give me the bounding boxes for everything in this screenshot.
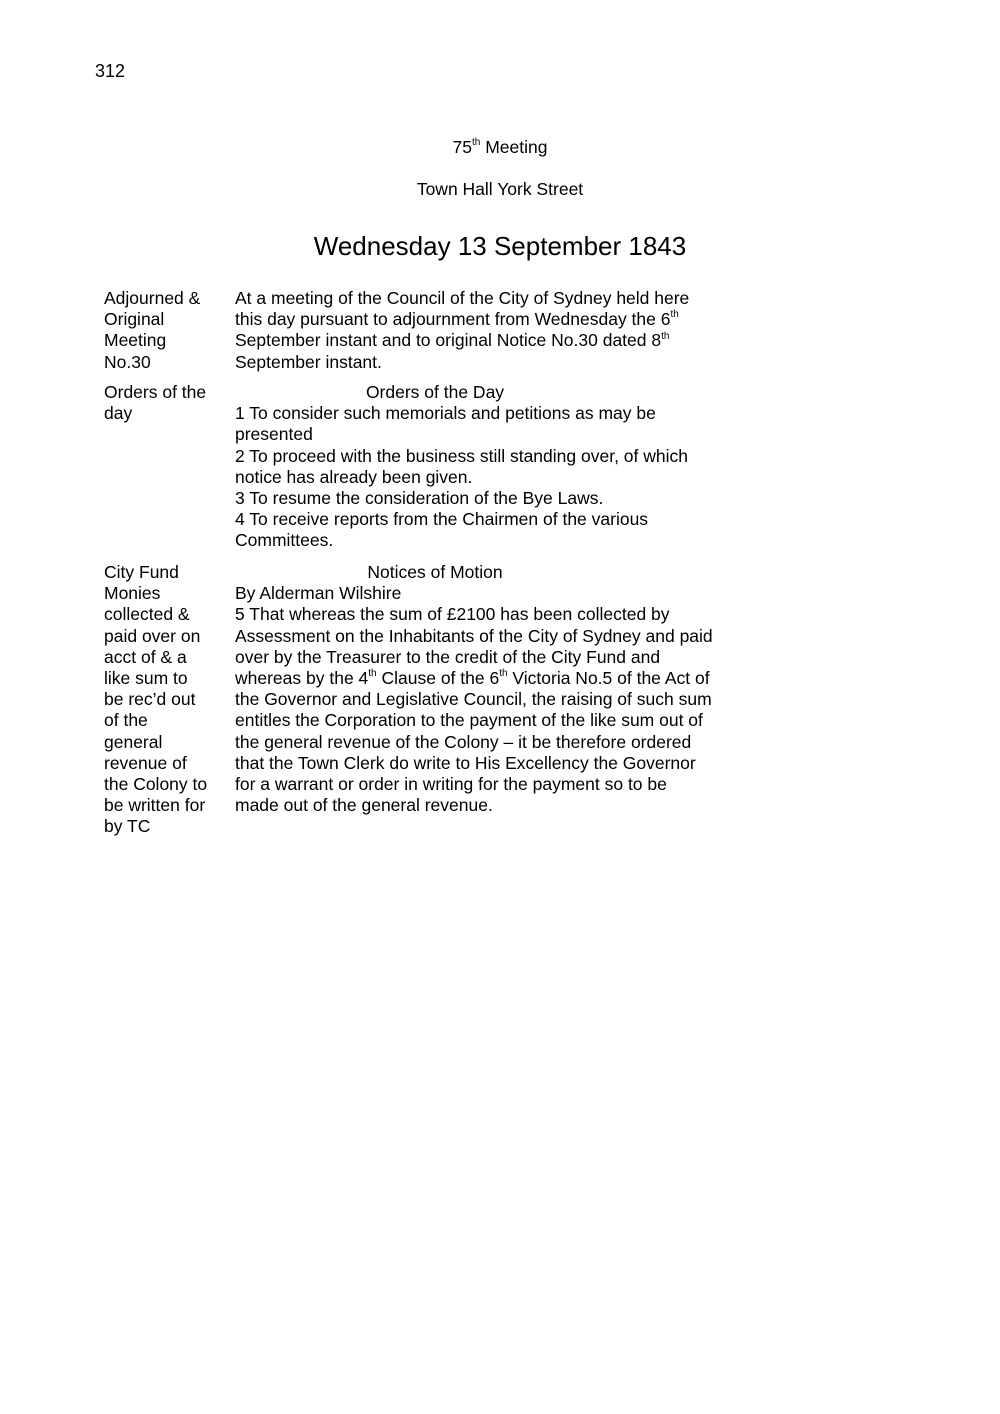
margin-note-orders xyxy=(104,382,224,424)
motion-line: the Governor and Legislative Council, the raising of such sum xyxy=(235,689,712,710)
margin-line: be rec’d out xyxy=(104,689,196,710)
margin-line: acct of & a xyxy=(104,646,187,667)
margin-note-city-fund xyxy=(104,562,224,838)
adjourned-paragraph xyxy=(235,288,755,373)
meeting-number xyxy=(0,137,1000,158)
meeting-date: Wednesday 13 September 1843 xyxy=(313,231,687,261)
motion-line: made out of the general revenue. xyxy=(235,795,493,816)
meeting-ordinal-suffix: th xyxy=(472,137,481,149)
motion-line xyxy=(235,668,755,689)
margin-line: No.30 xyxy=(104,351,151,372)
order-line: 3 To resume the consideration of the Bye Laws. xyxy=(235,488,604,509)
meeting-ordinal: 75 xyxy=(452,137,472,157)
page-number: 312 xyxy=(95,61,126,81)
margin-line: be written for xyxy=(104,795,206,816)
ordinal-suffix: th xyxy=(368,668,377,680)
order-line: notice has already been given. xyxy=(235,466,473,487)
motion-line: 5 That whereas the sum of £2100 has been collected by xyxy=(235,604,670,625)
body-text: September instant and to original Notice No.30 dated 8 xyxy=(235,330,662,351)
order-line: 4 To receive reports from the Chairmen of the various xyxy=(235,509,649,530)
ordinal-suffix: th xyxy=(670,309,679,321)
body-line: At a meeting of the Council of the City of Sydney held here xyxy=(235,288,690,308)
order-line: 2 To proceed with the business still standing over, of which xyxy=(235,445,688,466)
meeting-location: Town Hall York Street xyxy=(416,179,584,199)
ordinal-suffix: th xyxy=(499,668,508,680)
orders-heading: Orders of the Day xyxy=(365,382,505,402)
margin-line: like sum to xyxy=(104,668,188,689)
body-text: Clause of the 6 xyxy=(376,668,500,689)
body-text: Victoria No.5 of the Act of xyxy=(507,668,710,689)
notices-heading: Notices of Motion xyxy=(367,562,503,582)
margin-line: Meeting xyxy=(104,330,167,351)
motion-line: Assessment on the Inhabitants of the City of Sydney and paid xyxy=(235,625,713,646)
meeting-label: Meeting xyxy=(480,137,548,157)
body-line xyxy=(235,309,755,330)
margin-line: of the xyxy=(104,710,148,731)
margin-line: by TC xyxy=(104,816,151,837)
margin-line: the Colony to xyxy=(104,774,208,795)
margin-line: Monies xyxy=(104,583,161,604)
motion-line: for a warrant or order in writing for the payment so to be xyxy=(235,774,667,795)
motion-line: the general revenue of the Colony – it be therefore ordered xyxy=(235,731,692,752)
margin-line: day xyxy=(104,403,133,424)
margin-line: City Fund xyxy=(104,562,179,582)
ordinal-suffix: th xyxy=(661,330,670,342)
margin-line: Original xyxy=(104,309,165,330)
body-line xyxy=(235,330,755,351)
motion-line: entitles the Corporation to the payment of the like sum out of xyxy=(235,710,703,731)
margin-line: collected & xyxy=(104,604,190,625)
order-line: presented xyxy=(235,424,313,445)
order-line: 1 To consider such memorials and petitions as may be xyxy=(235,403,656,424)
margin-line: revenue of xyxy=(104,752,187,773)
mover-line: By Alderman Wilshire xyxy=(235,583,402,604)
motion-line: that the Town Clerk do write to His Excellency the Governor xyxy=(235,752,696,773)
order-line: Committees. xyxy=(235,530,334,551)
margin-note-adjourned xyxy=(104,288,224,373)
body-line: September instant. xyxy=(235,351,382,372)
margin-line: Orders of the xyxy=(104,382,207,402)
notices-section xyxy=(235,562,755,816)
body-text: this day pursuant to adjournment from Wednesday the 6 xyxy=(235,309,671,330)
margin-line: paid over on xyxy=(104,625,201,646)
orders-section xyxy=(235,382,755,552)
motion-line: over by the Treasurer to the credit of the City Fund and xyxy=(235,646,661,667)
body-text: whereas by the 4 xyxy=(235,668,369,689)
margin-line: Adjourned & xyxy=(104,288,201,308)
margin-line: general xyxy=(104,731,163,752)
